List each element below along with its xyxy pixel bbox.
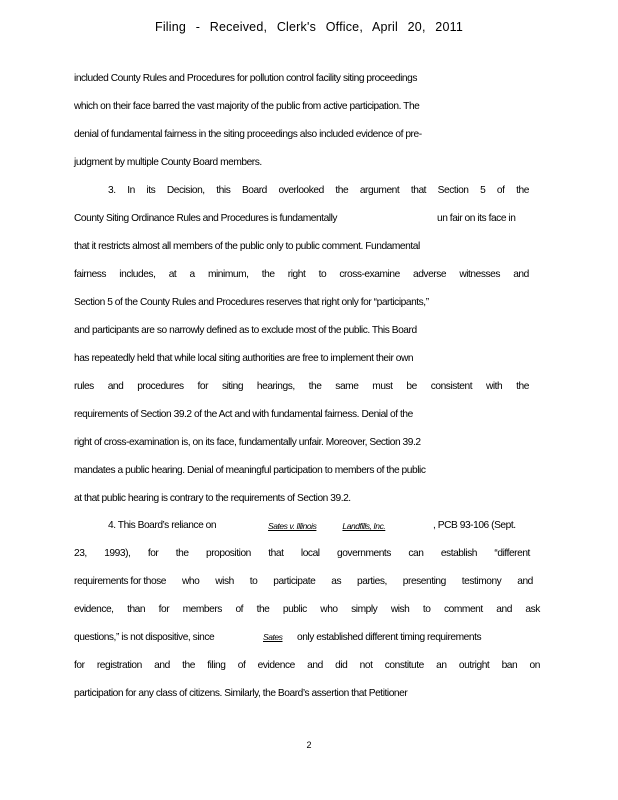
word: the [256, 604, 270, 615]
para3-line-7: has repeatedly held that while local siting authorities are free to implement their own [74, 353, 414, 364]
word: and [517, 576, 533, 587]
word: 3. [108, 185, 116, 196]
word: be [406, 381, 417, 392]
word: at [168, 269, 177, 280]
word: proposition [205, 548, 251, 559]
word: this [216, 185, 231, 196]
para3-line-4 [74, 269, 529, 280]
body-line: which on their face barred the vast majority of the public from active participation. The [74, 101, 420, 112]
para3-line-2a: County Siting Ordinance Rules and Procedures is fundamentally [74, 213, 338, 224]
word: same [335, 381, 359, 392]
word: adverse [413, 269, 447, 280]
word: of [237, 660, 246, 671]
para4-line-4 [74, 604, 540, 615]
body-line: included County Rules and Procedures for pollution control facility siting proceedings [74, 73, 417, 84]
word: registration [96, 660, 142, 671]
para4-line-3 [74, 576, 533, 587]
filing-header: Filing - Received, Clerk's Office, April 20, 2011 [154, 20, 463, 34]
page-number: 2 [306, 740, 312, 750]
word: cross-examine [339, 269, 400, 280]
word: than [127, 604, 146, 615]
word: fairness [74, 269, 107, 280]
para4-line-5-case [263, 632, 297, 643]
word: presenting [402, 576, 446, 587]
para3-line-10: right of cross-examination is, on its face, fundamentally unfair. Moreover, Section 39.2 [74, 437, 421, 448]
para3-line-3: that it restricts almost all members of the public only to public comment. Fundamental [74, 241, 420, 252]
word: a [189, 269, 195, 280]
word: public [282, 604, 307, 615]
word: local [300, 548, 320, 559]
word: rules [74, 381, 94, 392]
para4-line-5b: only established different timing requirements [297, 632, 482, 643]
word: that [410, 185, 427, 196]
word: Decision, [166, 185, 205, 196]
para4-line-1a: 4. This Board’s reliance on [108, 520, 217, 531]
word: the [308, 381, 322, 392]
word: overlooked [278, 185, 324, 196]
word: ban [501, 660, 518, 671]
word: the [175, 548, 189, 559]
para3-line-9: requirements of Section 39.2 of the Act and with fundamental fairness. Denial of the [74, 409, 413, 420]
case-citation-3: Sates [263, 632, 283, 642]
word: the [261, 269, 275, 280]
word: to [422, 604, 431, 615]
word: includes, [119, 269, 156, 280]
word: simply [351, 604, 378, 615]
word: its [146, 185, 156, 196]
word: that [268, 548, 284, 559]
word: outright [458, 660, 490, 671]
para3-line-8 [74, 381, 529, 392]
word: and [107, 381, 124, 392]
word: hearings, [256, 381, 295, 392]
word: for [74, 660, 85, 671]
word: siting [221, 381, 244, 392]
word: and [307, 660, 323, 671]
word: to [249, 576, 258, 587]
word: right [287, 269, 306, 280]
case-citation-1: Sates v. Illinois [268, 521, 317, 531]
word: testimony [461, 576, 502, 587]
word: comment [444, 604, 483, 615]
word: procedures [137, 381, 184, 392]
word: argument [359, 185, 400, 196]
word: did [335, 660, 348, 671]
word: and [496, 604, 512, 615]
word: an [436, 660, 447, 671]
word: with [485, 381, 503, 392]
word: parties, [357, 576, 387, 587]
word: and [154, 660, 170, 671]
word: evidence [257, 660, 295, 671]
word: for [197, 381, 209, 392]
word: the [516, 381, 529, 392]
para3-line-5: Section 5 of the County Rules and Procedures reserves that right only for “participants,” [74, 297, 429, 308]
para3-line-6: and participants are so narrowly defined as to exclude most of the public. This Board [74, 325, 417, 336]
word: 23, [74, 548, 87, 559]
body-line: denial of fundamental fairness in the siting proceedings also included evidence of pre- [74, 129, 422, 140]
para4-line-2 [74, 548, 530, 559]
para4-line-1b: , PCB 93-106 (Sept. [433, 520, 516, 531]
word: who [320, 604, 338, 615]
word: the [516, 185, 529, 196]
word: and [513, 269, 529, 280]
word: filing [207, 660, 226, 671]
word: Board [241, 185, 267, 196]
para3-line-12: at that public hearing is contrary to the requirements of Section 39.2. [74, 493, 351, 504]
para3-line-2b: un fair on its face in [437, 213, 516, 224]
word: In [127, 185, 135, 196]
word: on [529, 660, 540, 671]
word: the [335, 185, 349, 196]
word: evidence, [74, 604, 114, 615]
word: 1993), [104, 548, 131, 559]
para4-line-5a: questions,” is not dispositive, since [74, 632, 215, 643]
body-line: judgment by multiple County Board members. [74, 157, 262, 168]
word: 5 [480, 185, 486, 196]
para3-line-1 [108, 185, 529, 196]
word: consistent [430, 381, 473, 392]
word: must [372, 381, 393, 392]
word: constitute [384, 660, 424, 671]
word: ask [525, 604, 540, 615]
word: “different [494, 548, 530, 559]
word: of [496, 185, 505, 196]
word: Section [437, 185, 469, 196]
word: for [147, 548, 159, 559]
word: for [158, 604, 170, 615]
word: members [182, 604, 222, 615]
word: to [318, 269, 327, 280]
case-citation-2: Landfills, Inc. [342, 521, 386, 531]
word: participate [273, 576, 316, 587]
para3-line-11: mandates a public hearing. Denial of meaningful participation to members of the public [74, 465, 426, 476]
word: requirements for those [74, 576, 167, 587]
word: wish [215, 576, 234, 587]
word: can [408, 548, 424, 559]
word: minimum, [207, 269, 249, 280]
para4-line-7: participation for any class of citizens. Similarly, the Board’s assertion that Petitioner [74, 688, 408, 699]
word: as [331, 576, 342, 587]
para4-line-6 [74, 660, 540, 671]
para4-line-1-case [268, 521, 405, 532]
word: the [182, 660, 195, 671]
word: of [235, 604, 244, 615]
word: not [359, 660, 373, 671]
word: wish [390, 604, 410, 615]
word: who [181, 576, 200, 587]
word: establish [440, 548, 478, 559]
word: governments [337, 548, 391, 559]
word: witnesses [459, 269, 500, 280]
